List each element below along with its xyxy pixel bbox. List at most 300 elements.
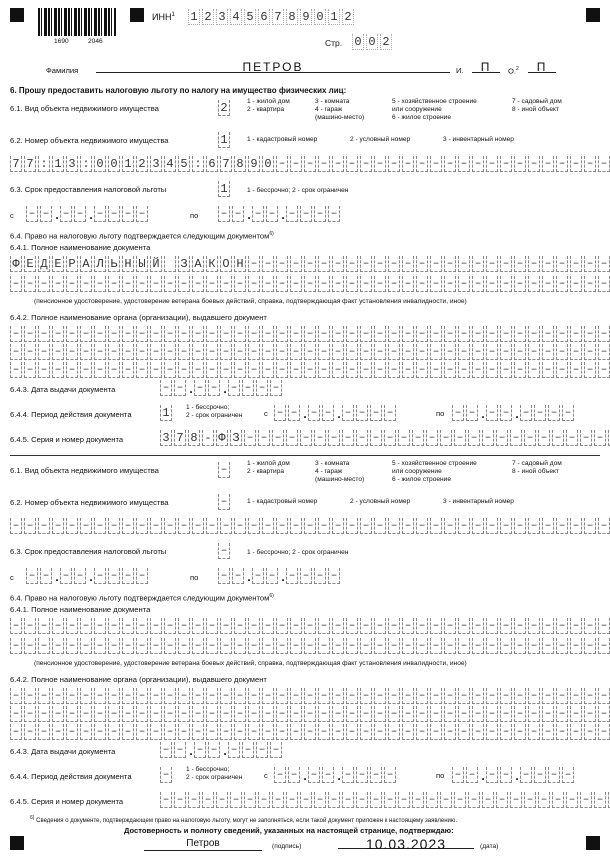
char-cell [598, 688, 610, 704]
object-type-field[interactable] [218, 100, 232, 117]
char-cell [122, 326, 134, 342]
char-cell [416, 344, 428, 360]
char-cell [514, 518, 526, 534]
char-cell [24, 344, 36, 360]
period-from-date[interactable] [26, 206, 150, 223]
char-cell [570, 618, 582, 634]
object-type-option: 1 - жилой дом [247, 460, 290, 467]
char-cell [304, 156, 316, 172]
char-cell [10, 518, 22, 534]
char-cell [286, 206, 298, 222]
char-cell [248, 344, 260, 360]
char-cell [500, 724, 512, 740]
char-cell [328, 206, 340, 222]
char-cell: Д [38, 256, 50, 272]
period-to-date[interactable] [218, 568, 342, 585]
org-name-field-line-1[interactable] [10, 688, 610, 705]
char-cell [472, 688, 484, 704]
char-cell [552, 430, 564, 446]
char-cell [290, 326, 302, 342]
char-cell [276, 276, 288, 292]
char-cell [304, 344, 316, 360]
corner-marker [10, 836, 24, 850]
char-cell [314, 568, 326, 584]
char-cell [300, 206, 312, 222]
divider [10, 455, 600, 456]
doc-name-field-line-2[interactable] [10, 276, 610, 293]
char-cell [482, 430, 494, 446]
org-name-field-line-2[interactable] [10, 344, 610, 361]
char-cell [108, 206, 120, 222]
char-cell: 8 [286, 9, 298, 25]
char-cell [206, 344, 218, 360]
char-cell [318, 276, 330, 292]
char-cell [598, 362, 610, 378]
char-cell [444, 706, 456, 722]
date-separator: . [337, 769, 341, 783]
char-cell [318, 156, 330, 172]
char-cell [514, 362, 526, 378]
char-cell [374, 706, 386, 722]
char-cell [234, 362, 246, 378]
doc-name-label: 6.4.1. Полное наименование документа [10, 243, 151, 252]
char-cell [486, 276, 498, 292]
char-cell [206, 618, 218, 634]
char-cell: З [230, 430, 242, 446]
number-type-option: 3 - инвентарный номер [443, 136, 514, 143]
date-separator: . [337, 407, 341, 421]
char-cell [430, 688, 442, 704]
char-cell [288, 767, 300, 783]
char-cell [66, 706, 78, 722]
char-cell [160, 742, 172, 758]
char-cell [262, 256, 274, 272]
char-cell [384, 792, 396, 808]
char-cell [276, 618, 288, 634]
char-cell [276, 638, 288, 654]
char-cell [332, 256, 344, 272]
object-number-field[interactable] [10, 156, 610, 173]
char-cell [486, 362, 498, 378]
char-cell [218, 462, 230, 478]
series-number-field[interactable] [160, 430, 610, 447]
char-cell [534, 405, 546, 421]
doc-period-to-date[interactable] [452, 767, 576, 784]
period-label: 6.3. Срок предоставления налоговой льготы [10, 547, 167, 556]
char-cell [370, 405, 382, 421]
char-cell [136, 618, 148, 634]
char-cell: О [220, 256, 232, 272]
char-cell [384, 430, 396, 446]
char-cell [122, 206, 134, 222]
date-separator: . [303, 769, 307, 783]
char-cell [556, 618, 568, 634]
char-cell [10, 724, 22, 740]
char-cell [332, 362, 344, 378]
issue-date-label: 6.4.3. Дата выдачи документа [10, 385, 116, 394]
doc-period-field[interactable] [160, 767, 174, 784]
char-cell [360, 256, 372, 272]
char-cell [80, 362, 92, 378]
char-cell [66, 362, 78, 378]
char-cell [584, 618, 596, 634]
patronymic-field[interactable]: П [528, 60, 556, 73]
char-cell: 2 [380, 34, 392, 50]
char-cell: А [192, 256, 204, 272]
char-cell [290, 724, 302, 740]
char-cell [24, 326, 36, 342]
series-number-label: 6.4.5. Серия и номер документа [10, 435, 124, 444]
char-cell [136, 362, 148, 378]
char-cell [108, 326, 120, 342]
char-cell [444, 638, 456, 654]
char-cell [444, 724, 456, 740]
char-cell: 7 [272, 9, 284, 25]
char-cell [388, 276, 400, 292]
char-cell [542, 344, 554, 360]
char-cell [374, 362, 386, 378]
char-cell [416, 156, 428, 172]
char-cell [94, 518, 106, 534]
char-cell [524, 792, 536, 808]
signature-field[interactable]: Петров [144, 838, 262, 851]
char-cell [598, 638, 610, 654]
doc-period-from-date[interactable] [274, 405, 398, 422]
char-cell [458, 362, 470, 378]
char-cell [178, 326, 190, 342]
char-cell [562, 405, 574, 421]
char-cell [318, 724, 330, 740]
char-cell [570, 156, 582, 172]
char-cell [388, 256, 400, 272]
char-cell [262, 326, 274, 342]
char-cell: Е [24, 256, 36, 272]
char-cell [528, 618, 540, 634]
char-cell [178, 362, 190, 378]
doc-name-field-line-2[interactable] [10, 638, 610, 655]
char-cell [412, 430, 424, 446]
char-cell [402, 706, 414, 722]
char-cell [274, 767, 286, 783]
char-cell [10, 344, 22, 360]
initials-label: И. [456, 66, 464, 75]
object-number-field[interactable] [10, 518, 610, 535]
char-cell [94, 618, 106, 634]
char-cell [66, 688, 78, 704]
char-cell [346, 326, 358, 342]
char-cell [486, 344, 498, 360]
char-cell [150, 276, 162, 292]
char-cell [220, 638, 232, 654]
char-cell: 0 [108, 156, 120, 172]
char-cell [290, 638, 302, 654]
char-cell: 1 [52, 156, 64, 172]
char-cell [514, 724, 526, 740]
char-cell [164, 518, 176, 534]
char-cell [528, 638, 540, 654]
section-title: 6. Прошу предоставить налоговую льготу по налогу на имущество физических лиц: [10, 86, 347, 95]
period-field[interactable] [218, 181, 232, 198]
char-cell: 5 [178, 156, 190, 172]
char-cell [234, 724, 246, 740]
char-cell [24, 724, 36, 740]
char-cell [500, 767, 512, 783]
char-cell [252, 206, 264, 222]
period-to-date[interactable] [218, 206, 342, 223]
char-cell [232, 568, 244, 584]
char-cell [584, 362, 596, 378]
period-field[interactable] [218, 543, 232, 560]
char-cell [304, 326, 316, 342]
char-cell [528, 688, 540, 704]
char-cell [150, 724, 162, 740]
char-cell [248, 518, 260, 534]
org-name-field-line-2[interactable] [10, 706, 610, 723]
char-cell [374, 618, 386, 634]
char-cell [430, 156, 442, 172]
char-cell [150, 344, 162, 360]
char-cell: 7 [10, 156, 22, 172]
doc-name-field-line-1[interactable] [10, 256, 610, 273]
char-cell [248, 638, 260, 654]
char-cell [66, 518, 78, 534]
char-cell [332, 156, 344, 172]
doc-period-field[interactable] [160, 405, 174, 422]
char-cell [66, 276, 78, 292]
char-cell [160, 767, 172, 783]
char-cell [598, 156, 610, 172]
char-cell [266, 206, 278, 222]
number-type-field[interactable] [218, 494, 232, 511]
char-cell [514, 688, 526, 704]
char-cell [388, 344, 400, 360]
char-cell [234, 618, 246, 634]
char-cell [108, 276, 120, 292]
char-cell [374, 156, 386, 172]
page-number-field[interactable] [352, 34, 394, 50]
char-cell [360, 706, 372, 722]
char-cell [356, 767, 368, 783]
char-cell [206, 688, 218, 704]
object-type-option: 5 - хозяйственное строение [392, 98, 477, 105]
char-cell: А [80, 256, 92, 272]
char-cell [542, 362, 554, 378]
char-cell [164, 638, 176, 654]
object-type-label: 6.1. Вид объекта недвижимого имущества [10, 104, 159, 113]
date-separator: . [55, 208, 59, 222]
char-cell: 9 [248, 156, 260, 172]
char-cell [472, 326, 484, 342]
object-type-option: 8 - иной объект [512, 468, 560, 475]
char-cell [440, 792, 452, 808]
issue-date-field[interactable] [160, 380, 284, 397]
char-cell [346, 256, 358, 272]
char-cell [318, 618, 330, 634]
char-cell [356, 405, 368, 421]
confirm-text: Достоверность и полноту сведений, указанных на настоящей странице, подтверждаю: [124, 826, 454, 835]
char-cell [594, 792, 606, 808]
corner-marker [10, 8, 24, 22]
char-cell [262, 276, 274, 292]
char-cell [584, 156, 596, 172]
char-cell [332, 706, 344, 722]
char-cell: - [202, 430, 214, 446]
char-cell [24, 688, 36, 704]
char-cell [80, 706, 92, 722]
char-cell [206, 276, 218, 292]
char-cell [360, 362, 372, 378]
object-type-field[interactable] [218, 462, 232, 479]
char-cell [10, 706, 22, 722]
char-cell [472, 276, 484, 292]
series-number-field[interactable] [160, 792, 610, 809]
char-cell [556, 156, 568, 172]
char-cell [486, 767, 498, 783]
char-cell [108, 706, 120, 722]
char-cell: К [206, 256, 218, 272]
char-cell [10, 688, 22, 704]
char-cell [346, 618, 358, 634]
org-name-field-line-3[interactable] [10, 724, 610, 741]
char-cell [52, 638, 64, 654]
char-cell [500, 688, 512, 704]
char-cell [332, 276, 344, 292]
char-cell: : [192, 156, 204, 172]
doc-period-from-date[interactable] [274, 767, 398, 784]
barcode-image [38, 8, 116, 36]
char-cell [150, 706, 162, 722]
footnote: $^{6)}$ Сведения о документе, подтверждающем право на налоговую льготу, могут не заполняться, если такой документ приложен к настоящему заявлению. [30, 815, 458, 824]
char-cell [556, 276, 568, 292]
char-cell [232, 206, 244, 222]
org-name-field-line-3[interactable] [10, 362, 610, 379]
char-cell [270, 742, 282, 758]
char-cell [556, 688, 568, 704]
char-cell [38, 344, 50, 360]
date-separator: . [481, 407, 485, 421]
doc-name-field-line-1[interactable] [10, 618, 610, 635]
char-cell [430, 362, 442, 378]
char-cell [458, 276, 470, 292]
char-cell [520, 767, 532, 783]
char-cell [318, 326, 330, 342]
char-cell [276, 688, 288, 704]
char-cell [122, 344, 134, 360]
char-cell: 3 [66, 156, 78, 172]
char-cell [598, 326, 610, 342]
char-cell [248, 256, 260, 272]
date-field[interactable]: 10.03.2023 [338, 836, 474, 849]
char-cell [318, 706, 330, 722]
doc-period-to-date[interactable] [452, 405, 576, 422]
period-from-date[interactable] [26, 568, 150, 585]
char-cell [192, 276, 204, 292]
char-cell: : [80, 156, 92, 172]
char-cell [192, 638, 204, 654]
char-cell [486, 638, 498, 654]
surname-field[interactable]: ПЕТРОВ [96, 60, 450, 73]
char-cell [192, 344, 204, 360]
char-cell [342, 405, 354, 421]
char-cell [228, 380, 240, 396]
char-cell [122, 568, 134, 584]
char-cell [290, 256, 302, 272]
char-cell [486, 326, 498, 342]
char-cell [398, 792, 410, 808]
char-cell: 7 [174, 430, 186, 446]
number-type-field[interactable] [218, 132, 232, 149]
char-cell [402, 724, 414, 740]
char-cell [598, 518, 610, 534]
char-cell [374, 688, 386, 704]
char-cell [430, 706, 442, 722]
char-cell: 0 [314, 9, 326, 25]
issue-date-field[interactable] [160, 742, 284, 759]
char-cell [542, 156, 554, 172]
char-cell [346, 706, 358, 722]
char-cell [538, 792, 550, 808]
char-cell [332, 724, 344, 740]
char-cell [136, 206, 148, 222]
char-cell [584, 688, 596, 704]
char-cell [228, 742, 240, 758]
barcode-number-1: 1690 [54, 38, 69, 45]
char-cell [276, 344, 288, 360]
char-cell [332, 638, 344, 654]
char-cell [598, 344, 610, 360]
char-cell [514, 618, 526, 634]
char-cell [122, 688, 134, 704]
char-cell [458, 156, 470, 172]
char-cell [136, 724, 148, 740]
corner-marker [586, 8, 600, 22]
char-cell [384, 767, 396, 783]
char-cell [276, 724, 288, 740]
char-cell [304, 688, 316, 704]
char-cell [360, 156, 372, 172]
org-name-field-line-1[interactable] [10, 326, 610, 343]
char-cell [314, 206, 326, 222]
char-cell [94, 568, 106, 584]
inn-field[interactable] [188, 9, 356, 25]
char-cell [220, 724, 232, 740]
to-label: по [190, 211, 199, 220]
char-cell [74, 206, 86, 222]
char-cell [402, 326, 414, 342]
char-cell [384, 405, 396, 421]
initials-field[interactable]: П [472, 60, 500, 73]
char-cell [10, 326, 22, 342]
char-cell [570, 326, 582, 342]
char-cell [500, 362, 512, 378]
char-cell: 2 [218, 100, 230, 116]
char-cell [416, 326, 428, 342]
char-cell [388, 362, 400, 378]
char-cell [472, 518, 484, 534]
char-cell [290, 518, 302, 534]
char-cell [318, 688, 330, 704]
char-cell [486, 256, 498, 272]
char-cell [430, 256, 442, 272]
char-cell [426, 792, 438, 808]
char-cell [528, 362, 540, 378]
char-cell [486, 706, 498, 722]
char-cell [234, 706, 246, 722]
char-cell [322, 405, 334, 421]
char-cell: 3 [150, 156, 162, 172]
char-cell [570, 724, 582, 740]
char-cell [416, 518, 428, 534]
